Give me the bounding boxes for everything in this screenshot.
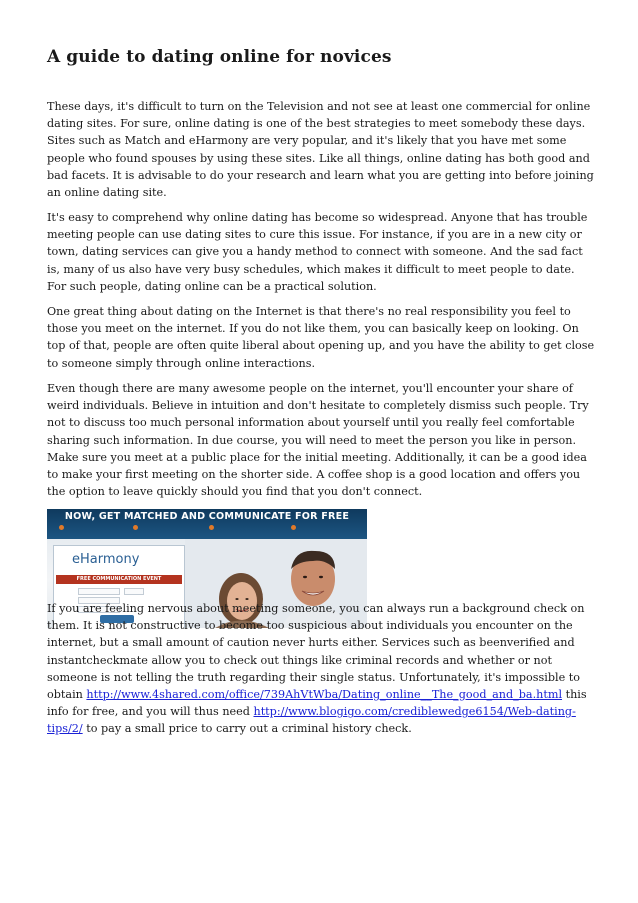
paragraph-text: this info for free, and you will thus need [47, 688, 587, 719]
banner-headline: NOW, GET MATCHED AND COMMUNICATE FOR FREE [64, 511, 350, 522]
paragraph: It's easy to comprehend why online dating has become so widespread. Anyone that has trouble meeting people can use dating sites to cure this issue. For instance, if you are in a new city or town, dating services can give you a handy method to connect with someone. And the sad fact is, many of us also have very busy schedules, which makes it difficult to meet people to date. For such people, dating online can be a practical solution. [47, 211, 588, 293]
banner-step [291, 525, 361, 537]
paragraph-text: to pay a small price to carry out a criminal history check. [82, 722, 412, 736]
banner-step [133, 525, 199, 537]
form-field [78, 588, 120, 595]
paragraph: Even though there are many awesome people on the internet, you'll encounter your share of weird individuals. Believe in intuition and don't hesitate to completely dismiss such people. Try not to discuss too much personal information about yourself until you really feel comfortable sharing such information. In due course, you will need to meet the person you like in person. Make sure you meet at a public place for the initial meeting. Additionally, it can be a good idea to make your first meeting on the shorter side. A coffee shop is a good location and offers you the option to leave quickly should you find that you don't connect. [47, 382, 589, 499]
document-title: A guide to dating online for novices [47, 47, 392, 67]
banner-step [209, 525, 279, 537]
link-4shared[interactable]: http://www.4shared.com/office/739AhVtWba/Dating_online__The_good_and_ba.html [86, 688, 563, 702]
eharmony-logo: eHarmony [72, 552, 140, 567]
form-field [124, 588, 144, 595]
paragraph-text: If you are feeling nervous about meeting someone, you can always run a background check on them. It is not constructive to become too suspicious about individuals you encounter on the internet, but a small amount of caution never hurts either. Services such as beenverified and instantcheckmate allow you to check out things like criminal records and whether or not someone is not telling the truth regarding their single status. Unfortunately, it's impossible to obtain [47, 602, 585, 702]
paragraph: One great thing about dating on the Internet is that there's no real responsibility you feel to those you meet on the internet. If you do not like them, you can basically keep on looking. On top of that, people are often quite liberal about opening up, and you have the ability to get close to someone simply through online interactions. [47, 305, 595, 370]
event-ribbon: FREE COMMUNICATION EVENT [56, 575, 182, 584]
banner-step [59, 525, 123, 537]
link-blogigo[interactable]: http://www.blogigo.com/crediblewedge6154/Web-dating-tips/2/ [47, 705, 576, 736]
paragraph: These days, it's difficult to turn on the Television and not see at least one commercial for online dating sites. For sure, online dating is one of the best strategies to meet somebody these days. Sites such as Match and eHarmony are very popular, and it's likely that you have met some people who found spouses by using these sites. Like all things, online dating has both good and bad facets. It is advisable to do your research and learn what you are getting into before joining an online dating site. [47, 100, 594, 200]
paragraph [47, 600, 595, 738]
